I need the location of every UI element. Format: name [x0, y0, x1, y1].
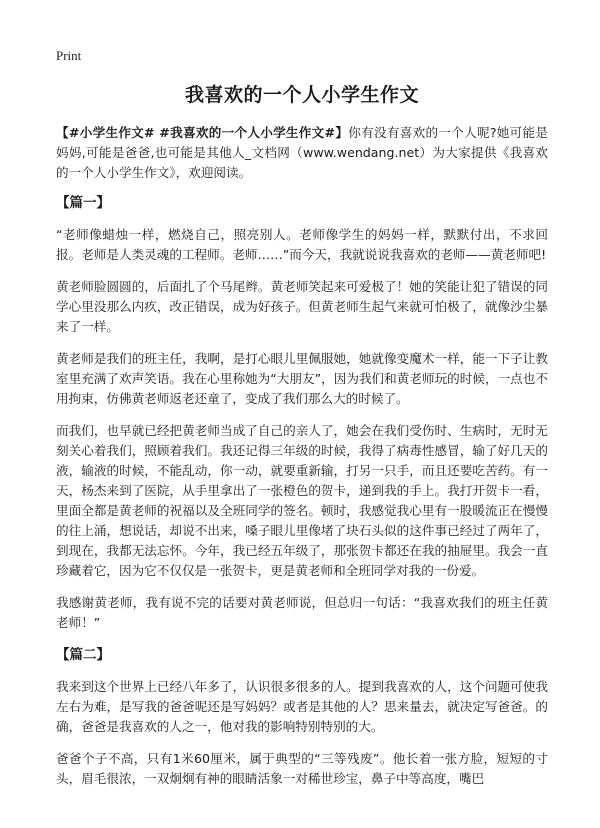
paragraph: 我来到这个世界上已经八年多了，认识很多很多的人。提到我喜欢的人，这个问题可使我左右为难，是写我的爸爸呢还是写妈妈？或者是其他的人？思来量去，就决定写爸爸。的确，爸爸是我喜欢的人之一，他对我的影响特别特别的大。: [56, 679, 548, 734]
intro-tags: 【#小学生作文# #我喜欢的一个人小学生作文#】: [56, 125, 349, 140]
section-heading-2: 【篇二】: [56, 647, 110, 663]
paragraph: 而我们，也早就已经把黄老师当成了自己的亲人了，她会在我们受伤时、生病时，无时无刻关心着我们，照顾着我们。我还记得三年级的时候，我得了病毒性感冒，输了好几天的液，输液的时候，不能乱动，你一动，就要重新输，打另一只手，而且还要吃苦药。有一天，杨杰来到了医院，从手里拿出了一张橙色的贺卡，递到我的手上。我打开贺卡一看，里面全都是黄老师的祝福以及全班同学的签名。顿时，我感觉我心里有一股暖流正在慢慢的往上涌，想说话，却说不出来，嗓子眼儿里像堵了块石头似的这件事已经过了两年了，到现在，我都无法忘怀。今年，我已经五年级了，那张贺卡都还在我的抽屉里。我会一直珍藏着它，因为它不仅仅是一张贺卡，更是黄老师和全班同学对我的一份爱。: [56, 423, 548, 578]
article: [56, 80, 548, 801]
intro-text: 你有没有喜欢的一个人呢?她可能是妈妈,可能是爸爸,也可能是其他人_文档网（www.wendang.net）为大家提供《我喜欢的一个人小学生作文》，欢迎阅读。: [56, 125, 548, 180]
section-heading-1: 【篇一】: [56, 195, 110, 211]
paragraph: 黄老师是我们的班主任，我啊，是打心眼儿里佩服她，她就像变魔术一样，能一下子让教室里充满了欢声笑语。我在心里称她为“大朋友”，因为我们和黄老师玩的时候，一点也不用拘束，仿佛黄老师返老还童了，变成了我们那么大的时候了。: [56, 351, 548, 406]
paragraph: 我感谢黄老师，我有说不完的话要对黄老师说，但总归一句话：“我喜欢我们的班主任黄老师！”: [56, 595, 548, 630]
paragraph: 黄老师脸圆圆的，后面扎了个马尾辫。黄老师笑起来可爱极了！她的笑能让犯了错误的同学心里没那么内疚，改正错误，成为好孩子。但黄老师生起气来就可怕极了，就像沙尘暴来了一样。: [56, 279, 548, 334]
print-link[interactable]: Print: [56, 48, 82, 63]
paragraph: “老师像蜡烛一样，燃烧自己，照亮别人。老师像学生的妈妈一样，默默付出，不求回报。老师是人类灵魂的工程师。老师……”而今天，我就说说我喜欢的老师——黄老师吧!: [56, 227, 548, 262]
article-title: 我喜欢的一个人小学生作文: [184, 84, 419, 106]
intro-paragraph: [56, 123, 548, 183]
paragraph: 爸爸个子不高，只有1米60厘米，属于典型的“三等残废”。他长着一张方脸，短短的寸头，眉毛很浓，一双炯炯有神的眼睛活象一对稀世珍宝，鼻子中等高度，嘴巴: [56, 751, 548, 786]
